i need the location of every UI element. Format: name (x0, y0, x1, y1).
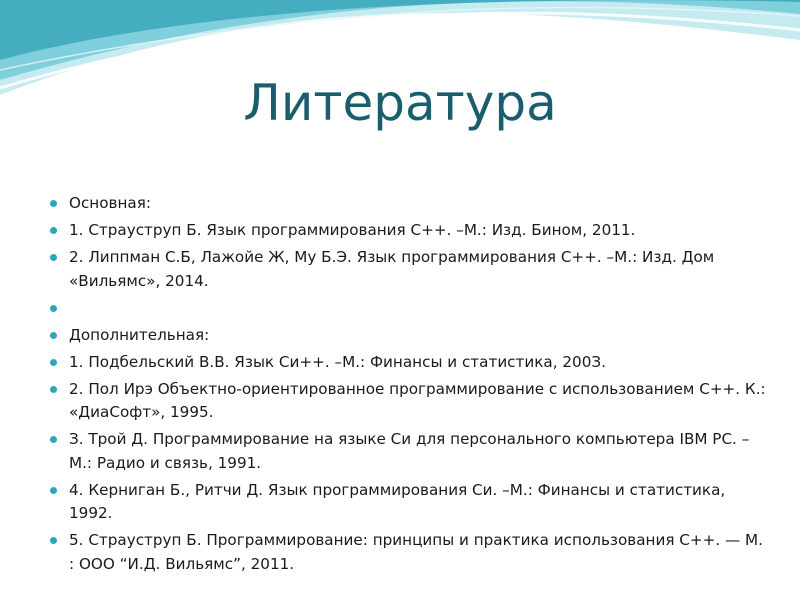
list-item-main-heading (48, 192, 768, 216)
bullet-icon (50, 200, 57, 207)
list-item (48, 219, 768, 243)
literature-list (48, 192, 768, 580)
list-item-text: 2. Липпман С.Б, Лажойе Ж, Му Б.Э. Язык программирования С++. –М.: Изд. Дом «Вильямс», 2014. (69, 248, 715, 290)
list-item-text: 2. Пол Ирэ Объектно-ориентированное программирование с использованием C++. К.: «ДиаСофт», 1995. (69, 379, 766, 421)
slide-title: Литература (243, 74, 557, 132)
list-item-text: 1. Страуструп Б. Язык программирования С++. –М.: Изд. Бином, 2011. (69, 221, 636, 239)
list-item (48, 246, 768, 293)
bullet-icon (50, 254, 57, 261)
list-item (48, 378, 768, 425)
list-item-empty (48, 297, 768, 321)
list-item-additional-heading (48, 324, 768, 348)
bullet-icon (50, 227, 57, 234)
list-item (48, 428, 768, 475)
list-item-text: Дополнительная: (69, 325, 210, 344)
bullet-icon (50, 386, 57, 393)
bullet-icon (50, 305, 57, 312)
list-item (48, 351, 768, 375)
bullet-icon (50, 436, 57, 443)
list-item-text: З. Трой Д. Программирование на языке Си для персонального компьютера IBM PC. –М.: Радио и связь, 1991. (69, 430, 750, 472)
list-item (48, 529, 768, 576)
bullet-icon (50, 487, 57, 494)
list-item-text: 4. Керниган Б., Ритчи Д. Язык программирования Си. –М.: Финансы и статистика, 1992. (69, 480, 726, 522)
list-item (48, 479, 768, 526)
bullet-icon (50, 332, 57, 339)
list-item-text: 5. Страуструп Б. Программирование: принципы и практика использования C++. — М. : ООО “И.Д. Вильямс”, 2011. (69, 531, 763, 573)
list-item-text: 1. Подбельский В.В. Язык Си++. –М.: Финансы и статистика, 200З. (69, 352, 606, 371)
list-item-text: Основная: (69, 194, 151, 212)
bullet-icon (50, 537, 57, 544)
bullet-icon (50, 359, 57, 366)
